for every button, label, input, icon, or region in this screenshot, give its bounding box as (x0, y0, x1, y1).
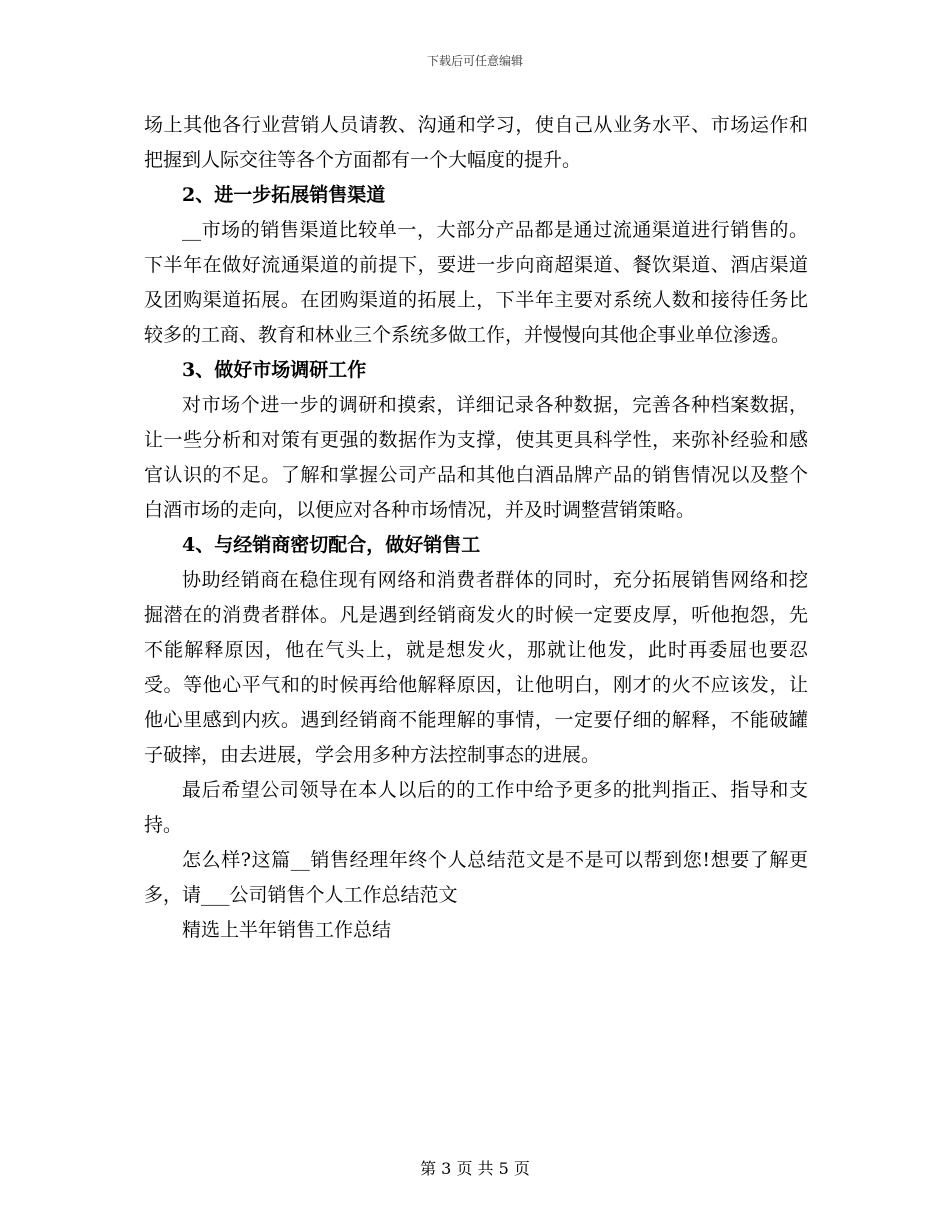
section-heading-3: 3、做好市场调研工作 (182, 359, 367, 381)
paragraph-research: 对市场个进一步的调研和摸索，详细记录各种数据，完善各种档案数据，让一些分析和对策有更强的数据作为支撑，使其更具科学性，来弥补经验和感官认识的不足。了解和掌握公司产品和其他白酒品牌产品的销售情况以及整个白酒市场的走向，以便应对各种市场情况，并及时调整营销策略。 (144, 394, 808, 521)
page-header: 下载后可任意编辑 (426, 54, 523, 68)
section-heading-2: 2、进一步拓展销售渠道 (182, 184, 386, 206)
section-heading-4: 4、与经销商密切配合，做好销售工 (182, 534, 481, 556)
paragraph-promo: 怎么样?这篇__销售经理年终个人总结范文是不是可以帮到您!想要了解更多，请___公司销售个人工作总结范文 (144, 849, 808, 906)
paragraph-closing: 最后希望公司领导在本人以后的的工作中给予更多的批判指正、指导和支持。 (144, 779, 808, 836)
page-footer: 第 3 页 共 5 页 (420, 1159, 530, 1178)
paragraph-continuation: 场上其他各行业营销人员请教、沟通和学习，使自己从业务水平、市场运作和把握到人际交往等各个方面都有一个大幅度的提升。 (144, 114, 808, 171)
paragraph-distributors: 协助经销商在稳住现有网络和消费者群体的同时，充分拓展销售网络和挖掘潜在的消费者群体。凡是遇到经销商发火的时候一定要皮厚，听他抱怨，先不能解释原因，他在气头上，就是想发火，那就让他发，此时再委屈也要忍受。等他心平气和的时候再给他解释原因，让他明白，刚才的火不应该发，让他心里感到内疚。遇到经销商不能理解的事情，一定要仔细的解释，不能破罐子破摔，由去进展，学会用多种方法控制事态的进展。 (144, 569, 808, 766)
paragraph-related-title: 精选上半年销售工作总结 (182, 919, 392, 941)
paragraph-channels: __市场的销售渠道比较单一，大部分产品都是通过流通渠道进行销售的。下半年在做好流通渠道的前提下，要进一步向商超渠道、餐饮渠道、酒店渠道及团购渠道拓展。在团购渠道的拓展上，下半年主要对系统人数和接待任务比较多的工商、教育和林业三个系统多做工作，并慢慢向其他企事业单位渗透。 (144, 219, 808, 346)
document-body (144, 108, 808, 948)
